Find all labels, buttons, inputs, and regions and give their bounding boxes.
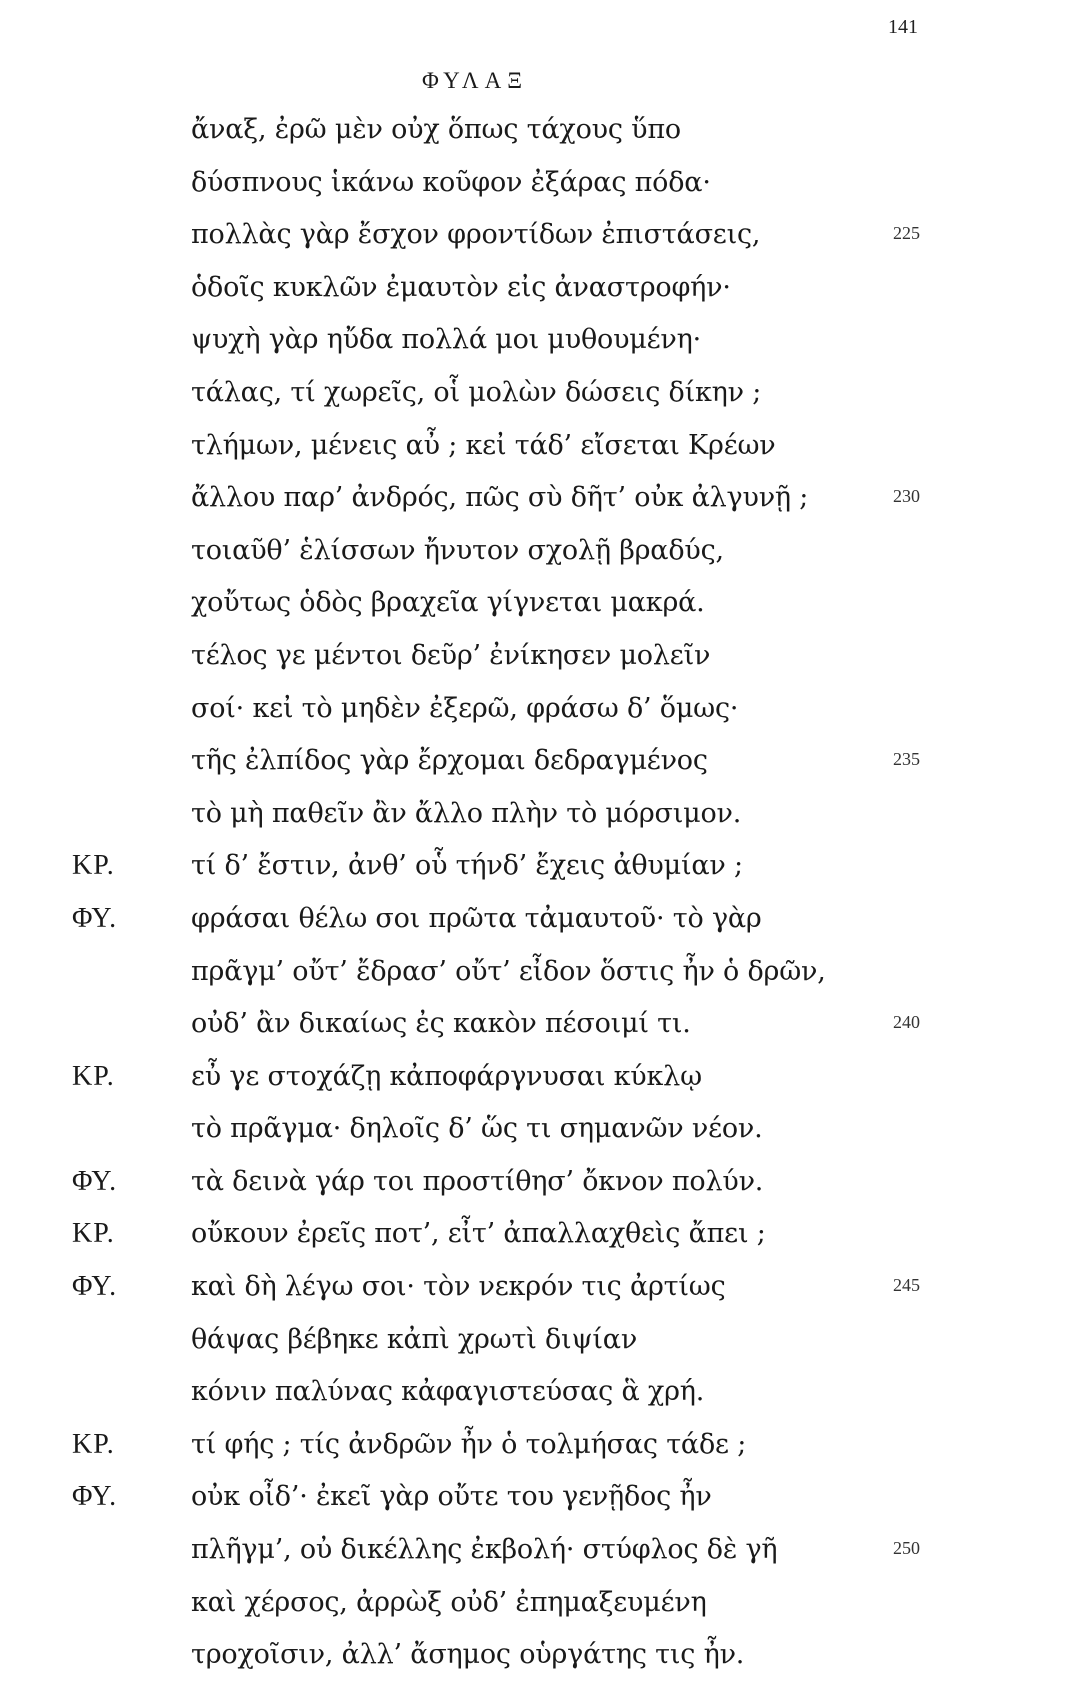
line-number: 225 [893,223,920,244]
verse-line-text: χοὔτως ὁδὸς βραχεῖα γίγνεται μακρά. [191,587,705,619]
verse-line-text: τὸ πρᾶγμα· δηλοῖς δ’ ὥς τι σημανῶν νέον. [191,1113,763,1145]
verse-line-text: ἄλλου παρ’ ἀνδρός, πῶς σὺ δῆτ’ οὐκ ἀλγυνῇ ; [191,482,809,514]
verse-line [0,314,1065,367]
verse-line [0,1314,1065,1367]
verse-line-text: πολλὰς γὰρ ἔσχον φροντίδων ἐπιστάσεις, [191,219,761,251]
verse-line [0,630,1065,683]
speaker-label: ΦΥ. [72,902,118,934]
verse-line-text: φράσαι θέλω σοι πρῶτα τἀμαυτοῦ· τὸ γὰρ [191,902,762,934]
verse-line-text: τί δ’ ἔστιν, ἀνθ’ οὗ τήνδ’ ἔχεις ἀθυμίαν ; [191,850,743,882]
verse-line [0,367,1065,420]
line-number: 245 [893,1275,920,1296]
verse-line [0,1419,1065,1472]
line-number: 230 [893,486,920,507]
verse-line-text: σοί· κεἰ τὸ μηδὲν ἐξερῶ, φράσω δ’ ὅμως· [191,692,739,724]
line-number: 235 [893,749,920,770]
verse-line [0,262,1065,315]
page-number: 141 [888,16,918,38]
verse-line [0,420,1065,473]
verse-line-text: δύσπνους ἱκάνω κοῦφον ἐξάρας πόδα· [191,166,711,198]
verse-line [0,946,1065,999]
verse-line-text: εὖ γε στοχάζῃ κἀποφάργνυσαι κύκλῳ [191,1060,702,1092]
speaker-label: ΚΡ. [72,1428,115,1460]
section-heading: ΦΥΛΑΞ [422,68,528,93]
verse-line-text: ὁδοῖς κυκλῶν ἐμαυτὸν εἰς ἀναστροφήν· [191,271,731,303]
speaker-label: ΚΡ. [72,850,115,882]
verse-text [0,104,1065,1682]
speaker-label: ΦΥ. [72,1165,118,1197]
verse-line-text: πλῆγμ’, οὐ δικέλλης ἐκβολή· στύφλος δὲ γῆ [191,1534,778,1566]
verse-line [0,683,1065,736]
verse-line-text: πρᾶγμ’ οὔτ’ ἔδρασ’ οὔτ’ εἶδον ὅστις ἦν ὁ δρῶν, [191,955,826,987]
verse-line-text: θάψας βέβηκε κἀπὶ χρωτὶ διψίαν [191,1323,638,1355]
verse-line [0,209,1065,262]
verse-line-text: ψυχὴ γὰρ ηὔδα πολλά μοι μυθουμένη· [191,324,701,356]
verse-line-text: καὶ χέρσος, ἀρρὼξ οὐδ’ ἐπημαξευμένη [191,1586,707,1618]
verse-line-text: ἄναξ, ἐρῶ μὲν οὐχ ὅπως τάχους ὕπο [191,114,681,145]
verse-line [0,1156,1065,1209]
verse-line [0,104,1065,157]
verse-line-text: τὸ μὴ παθεῖν ἂν ἄλλο πλὴν τὸ μόρσιμον. [191,797,742,829]
line-number: 250 [893,1538,920,1559]
verse-line [0,525,1065,578]
verse-line [0,1629,1065,1682]
verse-line [0,1471,1065,1524]
verse-line [0,157,1065,210]
line-number: 240 [893,1012,920,1033]
verse-line-text: τέλος γε μέντοι δεῦρ’ ἐνίκησεν μολεῖν [191,639,711,671]
verse-line [0,1524,1065,1577]
verse-line-text: οὐδ’ ἂν δικαίως ἐς κακὸν πέσοιμί τι. [191,1008,691,1040]
verse-line-text: τάλας, τί χωρεῖς, οἷ μολὼν δώσεις δίκην ; [191,376,762,408]
speaker-label: ΦΥ. [72,1481,118,1513]
verse-line-text: τί φής ; τίς ἀνδρῶν ἦν ὁ τολμήσας τάδε ; [191,1428,747,1460]
verse-line-text: οὐκ οἶδ’· ἐκεῖ γὰρ οὔτε του γενῇδος ἦν [191,1481,712,1513]
verse-line-text: τοιαῦθ’ ἑλίσσων ἤνυτον σχολῇ βραδύς, [191,534,724,566]
speaker-label: ΚΡ. [72,1218,115,1250]
verse-line-text: τλήμων, μένεις αὖ ; κεἰ τάδ’ εἴσεται Κρέων [191,429,776,461]
verse-line [0,998,1065,1051]
verse-line [0,1103,1065,1156]
verse-line-text: κόνιν παλύνας κἀφαγιστεύσας ἃ χρή. [191,1376,705,1408]
verse-line [0,788,1065,841]
speaker-label: ΚΡ. [72,1060,115,1092]
verse-line [0,1577,1065,1630]
verse-line-text: οὔκουν ἐρεῖς ποτ’, εἶτ’ ἀπαλλαχθεὶς ἄπει ; [191,1218,766,1250]
verse-line-text: καὶ δὴ λέγω σοι· τὸν νεκρόν τις ἀρτίως [191,1271,726,1303]
verse-line [0,577,1065,630]
verse-line-text: τροχοῖσιν, ἀλλ’ ἄσημος οὑργάτης τις ἦν. [191,1639,745,1671]
verse-line-text: τῆς ἐλπίδος γὰρ ἔρχομαι δεδραγμένος [191,745,708,777]
verse-line [0,840,1065,893]
speaker-label: ΦΥ. [72,1271,118,1303]
verse-line [0,893,1065,946]
verse-line [0,1208,1065,1261]
verse-line [0,472,1065,525]
verse-line [0,1366,1065,1419]
verse-line [0,1261,1065,1314]
verse-line-text: τὰ δεινὰ γάρ τοι προστίθησ’ ὄκνον πολύν. [191,1165,764,1197]
verse-line [0,735,1065,788]
verse-line [0,1051,1065,1104]
